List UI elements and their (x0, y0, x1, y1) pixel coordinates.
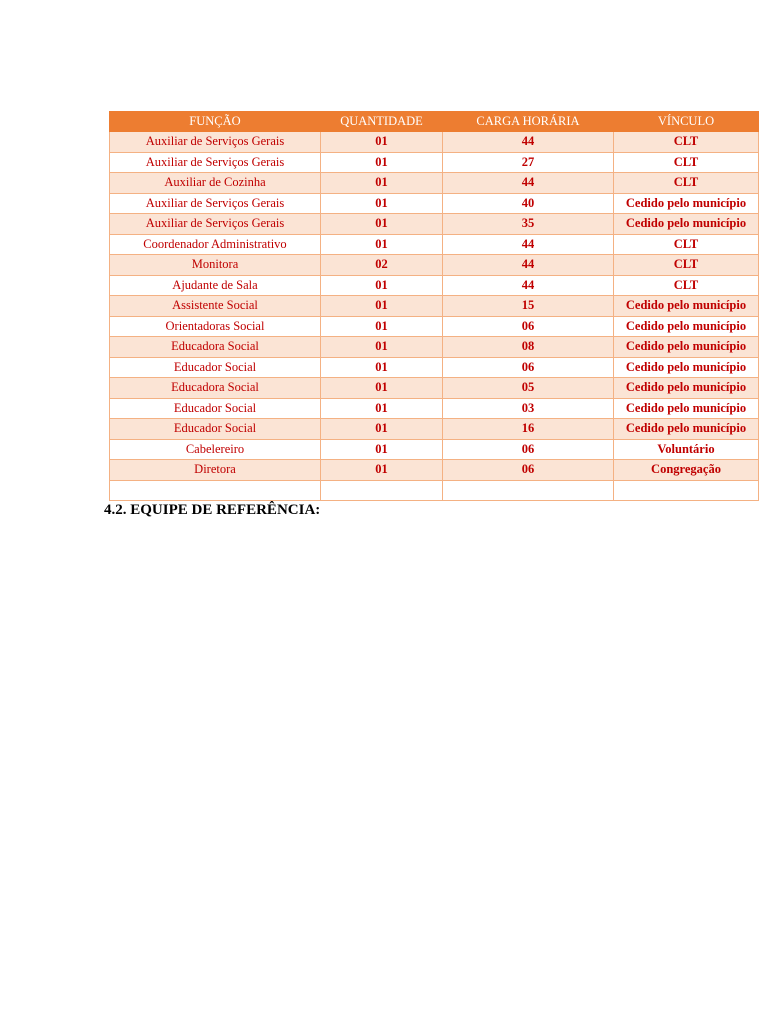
cell-quantidade: 01 (321, 316, 443, 337)
cell-vinculo: Cedido pelo município (614, 316, 759, 337)
cell-carga-horaria: 03 (443, 398, 614, 419)
cell-carga-horaria: 40 (443, 193, 614, 214)
header-vinculo: VÍNCULO (614, 112, 759, 132)
table-row (110, 460, 759, 481)
cell-vinculo: Cedido pelo município (614, 296, 759, 317)
cell-vinculo: CLT (614, 152, 759, 173)
staff-table (109, 111, 759, 501)
cell-funcao: Educador Social (110, 398, 321, 419)
table-row (110, 480, 759, 501)
cell-carga-horaria: 05 (443, 378, 614, 399)
cell-carga-horaria: 35 (443, 214, 614, 235)
cell-vinculo: Cedido pelo município (614, 357, 759, 378)
table-row (110, 337, 759, 358)
cell-quantidade (321, 480, 443, 501)
header-quantidade: QUANTIDADE (321, 112, 443, 132)
table-row (110, 173, 759, 194)
cell-funcao: Educador Social (110, 419, 321, 440)
cell-funcao: Auxiliar de Cozinha (110, 173, 321, 194)
cell-vinculo: Congregação (614, 460, 759, 481)
cell-funcao: Ajudante de Sala (110, 275, 321, 296)
table-row (110, 234, 759, 255)
header-carga-horaria: CARGA HORÁRIA (443, 112, 614, 132)
cell-carga-horaria: 06 (443, 357, 614, 378)
cell-vinculo: Cedido pelo município (614, 214, 759, 235)
cell-carga-horaria: 06 (443, 316, 614, 337)
cell-carga-horaria: 44 (443, 255, 614, 276)
cell-vinculo (614, 480, 759, 501)
staff-table-header (110, 112, 759, 132)
cell-funcao: Coordenador Administrativo (110, 234, 321, 255)
cell-funcao: Monitora (110, 255, 321, 276)
cell-vinculo: Cedido pelo município (614, 398, 759, 419)
cell-quantidade: 01 (321, 193, 443, 214)
cell-vinculo: CLT (614, 173, 759, 194)
cell-funcao: Educadora Social (110, 378, 321, 399)
cell-quantidade: 01 (321, 214, 443, 235)
header-funcao: FUNÇÃO (110, 112, 321, 132)
table-row (110, 132, 759, 153)
cell-carga-horaria: 44 (443, 173, 614, 194)
cell-vinculo: Voluntário (614, 439, 759, 460)
section-heading: 4.2. EQUIPE DE REFERÊNCIA: (104, 502, 321, 518)
cell-vinculo: Cedido pelo município (614, 193, 759, 214)
cell-vinculo: CLT (614, 275, 759, 296)
cell-funcao: Auxiliar de Serviços Gerais (110, 132, 321, 153)
table-row (110, 439, 759, 460)
cell-quantidade: 01 (321, 152, 443, 173)
cell-funcao: Cabelereiro (110, 439, 321, 460)
cell-quantidade: 01 (321, 378, 443, 399)
cell-vinculo: Cedido pelo município (614, 378, 759, 399)
cell-carga-horaria: 44 (443, 132, 614, 153)
cell-quantidade: 01 (321, 460, 443, 481)
cell-quantidade: 01 (321, 296, 443, 317)
cell-quantidade: 01 (321, 132, 443, 153)
cell-vinculo: CLT (614, 234, 759, 255)
cell-funcao: Orientadoras Social (110, 316, 321, 337)
cell-quantidade: 01 (321, 337, 443, 358)
cell-funcao: Assistente Social (110, 296, 321, 317)
cell-carga-horaria: 15 (443, 296, 614, 317)
table-row (110, 316, 759, 337)
cell-funcao: Auxiliar de Serviços Gerais (110, 193, 321, 214)
table-row (110, 275, 759, 296)
cell-carga-horaria: 16 (443, 419, 614, 440)
cell-funcao: Educador Social (110, 357, 321, 378)
cell-funcao: Educadora Social (110, 337, 321, 358)
cell-carga-horaria: 06 (443, 439, 614, 460)
table-row (110, 378, 759, 399)
cell-quantidade: 01 (321, 439, 443, 460)
cell-quantidade: 02 (321, 255, 443, 276)
cell-quantidade: 01 (321, 275, 443, 296)
cell-carga-horaria (443, 480, 614, 501)
cell-vinculo: CLT (614, 255, 759, 276)
table-row (110, 152, 759, 173)
table-row (110, 255, 759, 276)
cell-carga-horaria: 08 (443, 337, 614, 358)
cell-funcao: Auxiliar de Serviços Gerais (110, 214, 321, 235)
cell-vinculo: Cedido pelo município (614, 419, 759, 440)
cell-quantidade: 01 (321, 234, 443, 255)
cell-funcao: Diretora (110, 460, 321, 481)
cell-funcao: Auxiliar de Serviços Gerais (110, 152, 321, 173)
cell-vinculo: CLT (614, 132, 759, 153)
cell-carga-horaria: 06 (443, 460, 614, 481)
cell-quantidade: 01 (321, 398, 443, 419)
table-row (110, 419, 759, 440)
staff-table-body (110, 132, 759, 501)
cell-carga-horaria: 44 (443, 275, 614, 296)
cell-carga-horaria: 44 (443, 234, 614, 255)
cell-carga-horaria: 27 (443, 152, 614, 173)
table-row (110, 296, 759, 317)
table-row (110, 357, 759, 378)
table-row (110, 398, 759, 419)
cell-vinculo: Cedido pelo município (614, 337, 759, 358)
table-row (110, 214, 759, 235)
cell-funcao (110, 480, 321, 501)
cell-quantidade: 01 (321, 173, 443, 194)
cell-quantidade: 01 (321, 357, 443, 378)
table-row (110, 193, 759, 214)
cell-quantidade: 01 (321, 419, 443, 440)
header-row (110, 112, 759, 132)
